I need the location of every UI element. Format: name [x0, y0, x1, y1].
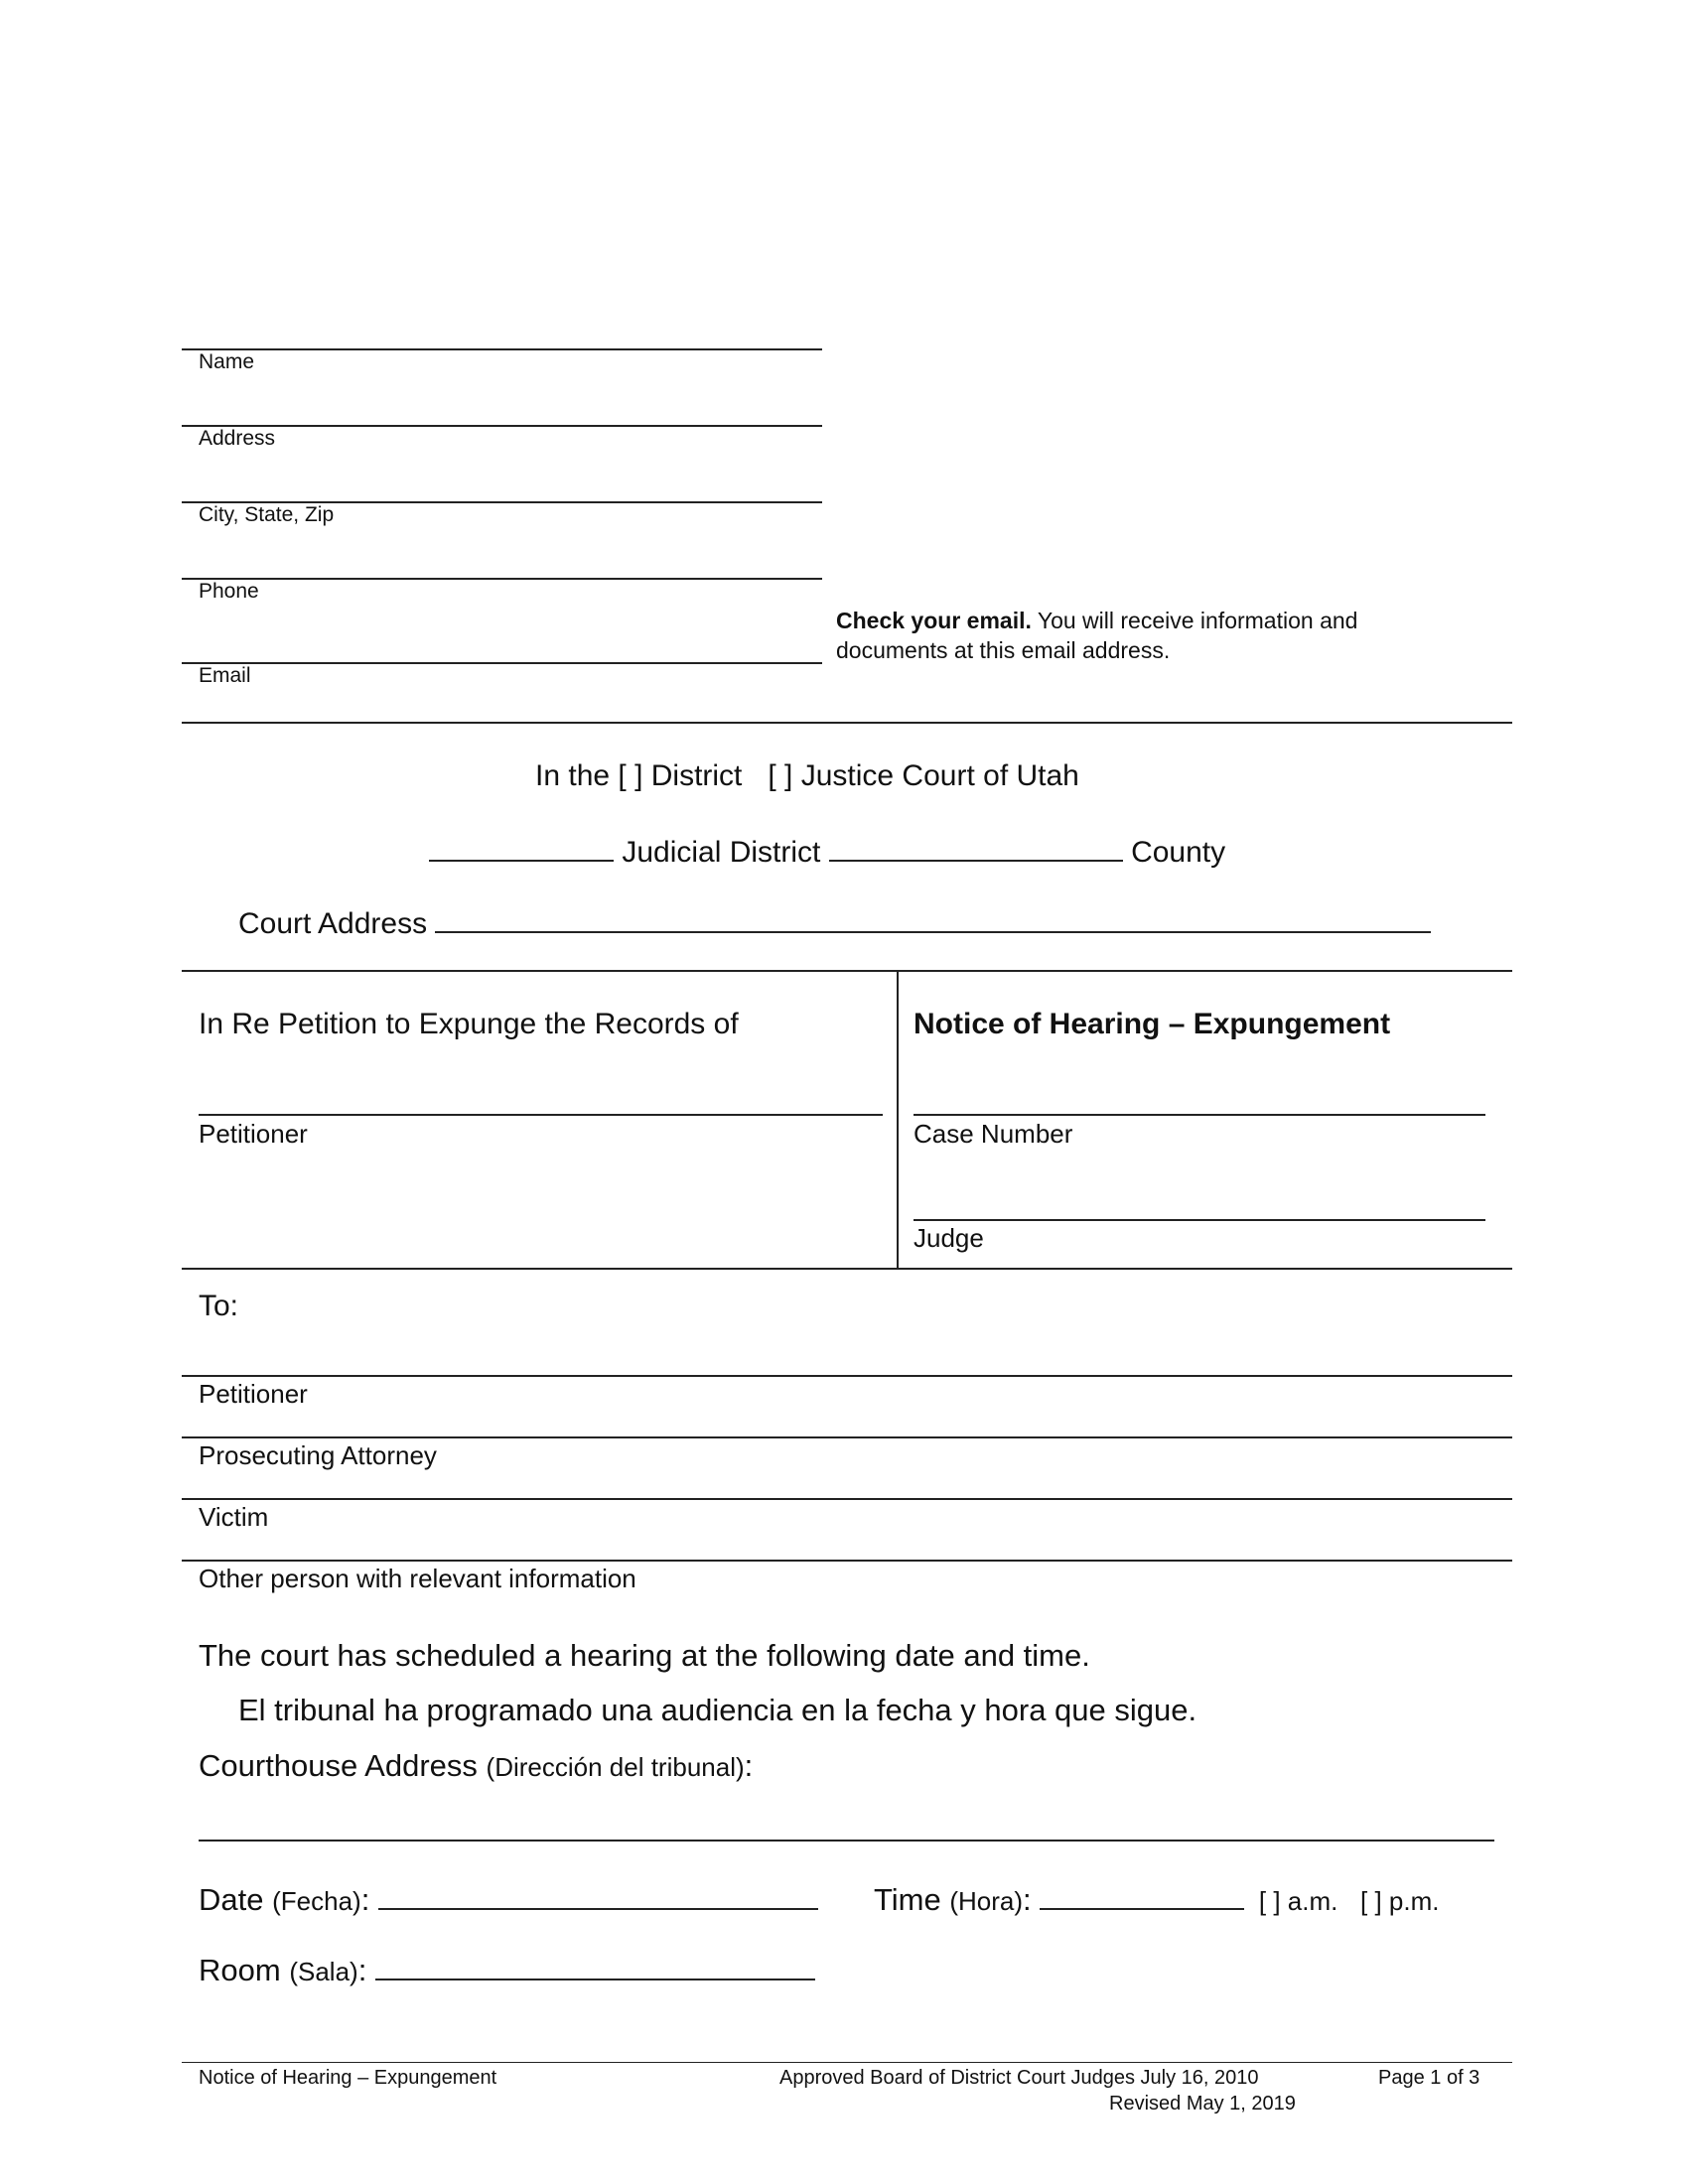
room-label-es: (Sala): [289, 1957, 358, 1986]
court-type-line: [535, 759, 1079, 793]
footer-approved: Approved Board of District Court Judges July 16, 2010: [779, 2067, 1259, 2089]
am-option[interactable]: [ ] a.m.: [1258, 1886, 1338, 1916]
footer-revised: Revised May 1, 2019: [1109, 2093, 1296, 2115]
footer-title: Notice of Hearing – Expungement: [199, 2067, 497, 2089]
courthouse-label-en: Courthouse Address: [199, 1748, 478, 1783]
name-line[interactable]: [182, 348, 822, 350]
court-address-line: [238, 901, 1431, 941]
to-victim-label: Victim: [199, 1502, 269, 1532]
date-label-es: (Fecha): [272, 1886, 361, 1916]
caption-top-border: [182, 970, 1512, 972]
email-notice-text-1: You will receive information and: [1031, 608, 1358, 633]
court-address-blank[interactable]: [435, 901, 1431, 933]
to-petitioner-label: Petitioner: [199, 1379, 308, 1409]
address-label: Address: [199, 427, 276, 450]
to-prosecuting-label: Prosecuting Attorney: [199, 1440, 437, 1470]
judicial-district-label: Judicial District: [622, 836, 821, 869]
room-field: Room (Sala):: [199, 1949, 815, 1988]
email-label: Email: [199, 664, 251, 687]
hearing-scheduled-es: El tribunal ha programado una audiencia en la fecha y hora que sigue.: [238, 1693, 1197, 1727]
date-label: Date: [199, 1882, 264, 1917]
city-state-zip-label: City, State, Zip: [199, 503, 335, 526]
justice-court-option[interactable]: [ ] Justice Court of Utah: [768, 759, 1079, 792]
courthouse-address-line[interactable]: [199, 1840, 1494, 1842]
date-blank[interactable]: [378, 1878, 818, 1910]
address-line[interactable]: [182, 425, 822, 427]
county-label: County: [1131, 836, 1226, 869]
caption-bottom-border: [182, 1268, 1512, 1270]
district-county-line: [429, 830, 1225, 870]
pm-option[interactable]: [ ] p.m.: [1360, 1886, 1440, 1916]
to-other-line[interactable]: [182, 1560, 1512, 1562]
date-field: Date (Fecha):: [199, 1878, 818, 1918]
document-title: Notice of Hearing – Expungement: [914, 1008, 1391, 1040]
phone-line[interactable]: [182, 578, 822, 580]
district-court-option[interactable]: In the [ ] District: [535, 759, 743, 792]
footer-page-number: Page 1 of 3: [1378, 2067, 1480, 2089]
case-number-line[interactable]: [914, 1114, 1485, 1116]
time-label: Time: [874, 1882, 941, 1917]
petitioner-name-line[interactable]: [199, 1114, 883, 1116]
hearing-scheduled-en: The court has scheduled a hearing at the following date and time.: [199, 1638, 1090, 1673]
case-number-label: Case Number: [914, 1119, 1073, 1149]
court-address-label: Court Address: [238, 907, 428, 940]
to-prosecuting-line[interactable]: [182, 1436, 1512, 1438]
time-field: Time (Hora): [ ] a.m. [ ] p.m.: [874, 1878, 1439, 1918]
header-divider: [182, 722, 1512, 724]
petition-title: In Re Petition to Expunge the Records of: [199, 1008, 739, 1040]
email-notice: [836, 606, 1357, 665]
courthouse-address-label: Courthouse Address (Dirección del tribunal):: [199, 1748, 754, 1783]
judge-label: Judge: [914, 1223, 984, 1253]
room-label: Room: [199, 1953, 281, 1987]
room-blank[interactable]: [375, 1949, 815, 1980]
courthouse-label-es: (Dirección del tribunal): [486, 1752, 745, 1782]
to-petitioner-line[interactable]: [182, 1375, 1512, 1377]
email-notice-bold: Check your email.: [836, 608, 1032, 633]
time-label-es: (Hora): [949, 1886, 1024, 1916]
name-label: Name: [199, 350, 255, 373]
caption-petitioner-label: Petitioner: [199, 1119, 308, 1149]
caption-divider: [897, 970, 899, 1268]
footer-divider: [182, 2062, 1512, 2063]
to-other-label: Other person with relevant information: [199, 1564, 636, 1593]
time-blank[interactable]: [1040, 1878, 1244, 1910]
email-notice-text-2: documents at this email address.: [836, 637, 1171, 663]
to-victim-line[interactable]: [182, 1498, 1512, 1500]
email-line[interactable]: [182, 662, 822, 664]
to-label: To:: [199, 1290, 239, 1322]
phone-label: Phone: [199, 580, 259, 603]
judicial-district-blank[interactable]: [429, 830, 614, 862]
county-blank[interactable]: [829, 830, 1123, 862]
judge-line[interactable]: [914, 1219, 1485, 1221]
